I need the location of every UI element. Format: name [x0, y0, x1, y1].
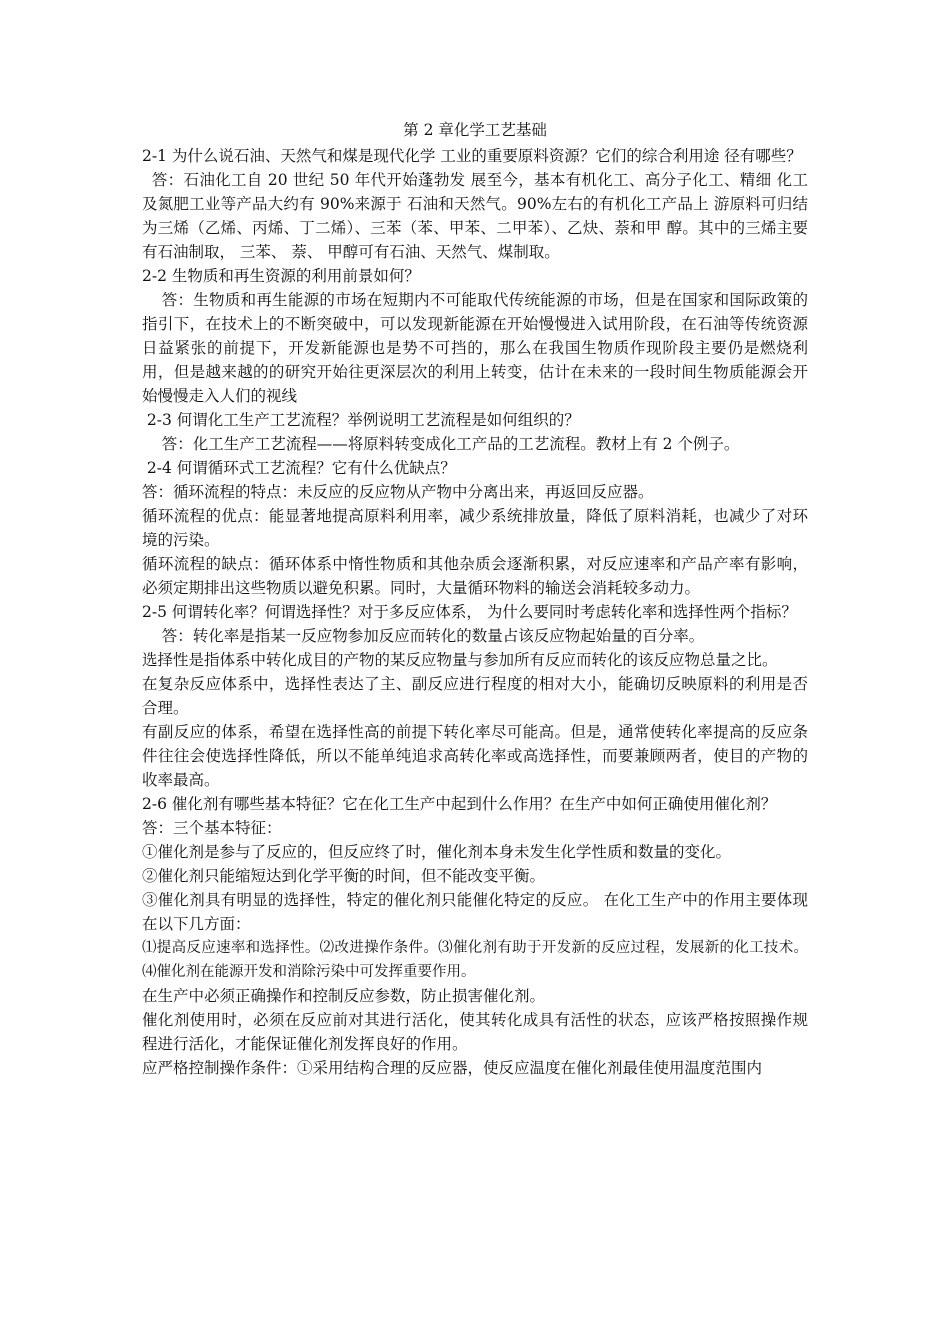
answer-2-6-feature-3: ③催化剂具有明显的选择性，特定的催化剂只能催化特定的反应。 在化工生产中的作用主要体现在以下几方面： — [142, 891, 808, 933]
answer-2-6-feature-1: ①催化剂是参与了反应的，但反应终了时，催化剂本身未发生化学性质和数量的变化。 — [142, 843, 732, 861]
answer-2-6-conditions: 应严格控制操作条件：①采用结构合理的反应器，使反应温度在催化剂最佳使用温度范围内 — [142, 1059, 763, 1077]
question-2-1: 2-1 为什么说石油、天然气和煤是现代化学 工业的重要原料资源？它们的综合利用途 径有哪些？ — [142, 147, 802, 165]
question-2-3: 2-3 何谓化工生产工艺流程？举例说明工艺流程是如何组织的？ — [146, 411, 580, 429]
document-body — [142, 144, 808, 1080]
answer-2-6-activation: 催化剂使用时，必须在反应前对其进行活化，使其转化成具有活性的状态，应该严格按照操作规程进行活化，才能保证催化剂发挥良好的作用。 — [142, 1011, 808, 1053]
question-2-5: 2-5 何谓转化率？何谓选择性？对于多反应体系， 为什么要同时考虑转化率和选择性两个指标？ — [142, 603, 797, 621]
answer-2-2: 答：生物质和再生能源的市场在短期内不可能取代传统能源的市场，但是在国家和国际政策的指引下，在技术上的不断突破中，可以发现新能源在开始慢慢进入试用阶段，在石油等传统资源日益紧张的前提下，开发新能源也是势不可挡的，那么在我国生物质作现阶段主要仍是燃烧利用，但是越来越的的研究开始往更深层次的利用上转变，估计在未来的一段时间生物质能源会开始慢慢走入人们的视线 — [142, 291, 808, 405]
answer-2-5-conversion: 答：转化率是指某一反应物参加反应而转化的数量占该反应物起始量的百分率。 — [161, 627, 705, 645]
answer-2-6-operation: 在生产中必须正确操作和控制反应参数，防止损害催化剂。 — [142, 987, 546, 1005]
answer-2-4-features: 答：循环流程的特点：未反应的反应物从产物中分离出来，再返回反应器。 — [142, 483, 654, 501]
answer-2-5-complex: 在复杂反应体系中，选择性表达了主、副反应进行程度的相对大小，能确切反映原料的利用是否合理。 — [142, 675, 808, 717]
question-2-2: 2-2 生物质和再生资源的利用前景如何？ — [142, 267, 420, 285]
answer-2-6-roles: ⑴提高反应速率和选择性。⑵改进操作条件。⑶催化剂有助于开发新的反应过程，发展新的化工技术。⑷催化剂在能源开发和消除污染中可发挥重要作用。 — [142, 940, 808, 980]
answer-2-3: 答：化工生产工艺流程——将原料转变成化工产品的工艺流程。教材上有 2 个例子。 — [161, 435, 740, 453]
answer-2-4-disadvantages: 循环流程的缺点：循环体系中惰性物质和其他杂质会逐渐积累，对反应速率和产品产率有影响，必须定期排出这些物质以避免积累。同时，大量循环物料的输送会消耗较多动力。 — [142, 555, 808, 597]
answer-2-6-feature-2: ②催化剂只能缩短达到化学平衡的时间，但不能改变平衡。 — [142, 867, 546, 885]
question-2-4: 2-4 何谓循环式工艺流程？它有什么优缺点？ — [146, 459, 456, 477]
answer-2-6-intro: 答：三个基本特征： — [142, 819, 282, 837]
chapter-title: 第 2 章化学工艺基础 — [403, 121, 547, 139]
answer-2-1: 答：石油化工自 20 世纪 50 年代开始蓬勃发 展至今，基本有机化工、高分子化工、精细 化工及氮肥工业等产品大约有 90%来源于 石油和天然气。90%左右的有机化工产品上 游原料可归结为三烯（乙烯、丙烯、丁二烯）、三苯（苯、甲苯、二甲苯）、乙炔、萘和甲 醇。其中的三烯主要有石油制取， 三苯、 萘、 甲醇可有石油、天然气、煤制取。 — [142, 171, 808, 261]
question-2-6: 2-6 催化剂有哪些基本特征？它在化工生产中起到什么作用？在生产中如何正确使用催化剂？ — [142, 795, 777, 813]
answer-2-5-side-reactions: 有副反应的体系，希望在选择性高的前提下转化率尽可能高。但是，通常使转化率提高的反应条件往往会使选择性降低，所以不能单纯追求高转化率或高选择性，而要兼顾两者，使目的产物的收率最高。 — [142, 723, 808, 789]
answer-2-5-selectivity: 选择性是指体系中转化成目的产物的某反应物量与参加所有反应而转化的该反应物总量之比。 — [142, 651, 778, 669]
answer-2-4-advantages: 循环流程的优点：能显著地提高原料利用率，减少系统排放量，降低了原料消耗，也减少了对环境的污染。 — [142, 507, 808, 549]
